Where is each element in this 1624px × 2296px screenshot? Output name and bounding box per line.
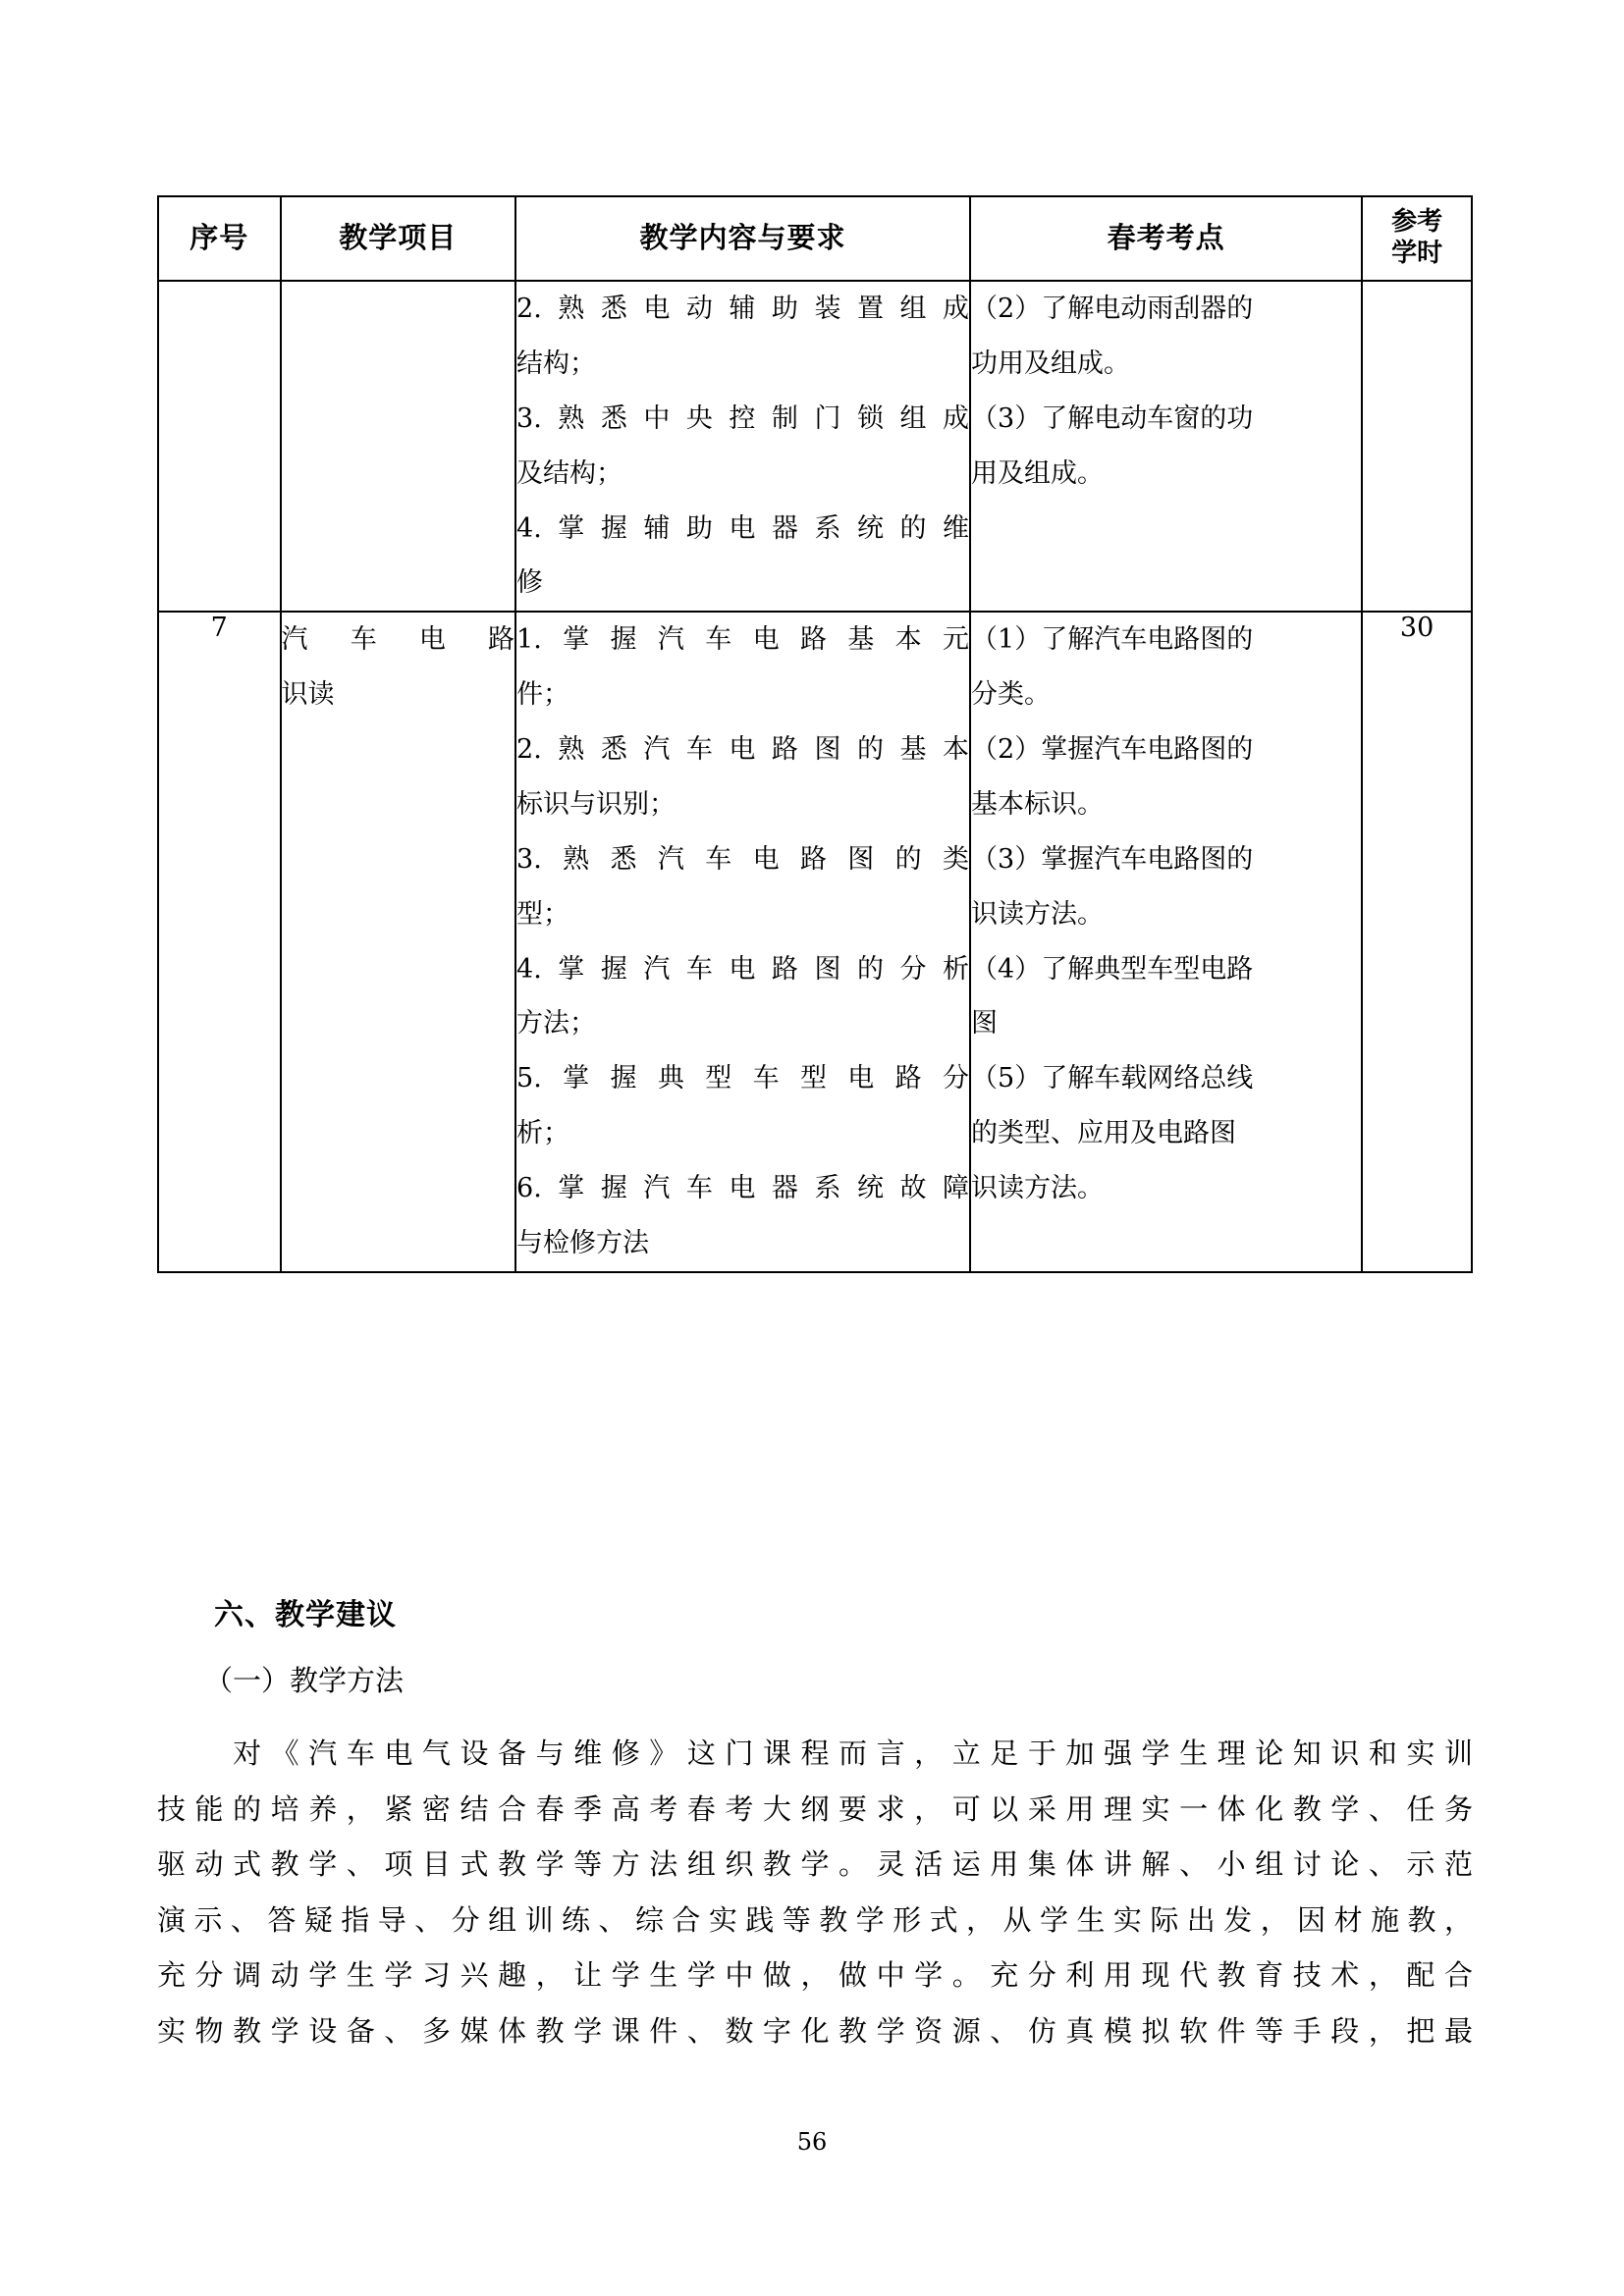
column-header-no: 序号: [158, 196, 281, 281]
page-number: 56: [796, 2128, 828, 2156]
cell-content: 2.熟悉电动辅助装置组成 结构； 3.熟悉中央控制门锁组成 及结构； 4.掌握辅助电器系统的维 修: [515, 281, 970, 612]
column-header-project: 教学项目: [281, 196, 515, 281]
cell-content: 1.掌握汽车电路基本元 件； 2.熟悉汽车电路图的基本 标识与识别； 3.熟悉汽车电路图的类 型； 4.掌握汽车电路图的分析 方法； 5.掌握典型车型电路分 析； 6.掌握汽车电器系统故障 与检修方法: [515, 612, 970, 1272]
teaching-syllabus-table: [157, 195, 1473, 1273]
cell-hours: 30: [1362, 612, 1472, 1272]
cell-no: [158, 281, 281, 612]
cell-hours: [1362, 281, 1472, 612]
column-header-hours: 参考 学时: [1362, 196, 1472, 281]
cell-no: 7: [158, 612, 281, 1272]
cell-exam: （2）了解电动雨刮器的 功用及组成。 （3）了解电动车窗的功 用及组成。: [970, 281, 1362, 612]
table-header-row: [158, 196, 1472, 281]
column-header-content: 教学内容与要求: [515, 196, 970, 281]
cell-project: 汽车电路 识读: [281, 612, 515, 1272]
column-header-exam: 春考考点: [970, 196, 1362, 281]
section-heading: 六、教学建议: [214, 1598, 397, 1632]
sub-heading: （一）教学方法: [204, 1664, 405, 1697]
table-row: [158, 612, 1472, 1272]
cell-project: [281, 281, 515, 612]
table-row: [158, 281, 1472, 612]
teaching-method-paragraph: 对《汽车电气设备与维修》这门课程而言，立足于加强学生理论知识和实训 技能的培养，紧密结合春季高考春考大纲要求，可以采用理实一体化教学、任务 驱动式教学、项目式教学等方法组织教学。灵活运用集体讲解、小组讨论、示范 演示、答疑指导、分组训练、综合实践等教学形式，从学生实际出发，因材施教， 充分调动学生学习兴趣，让学生学中做，做中学。充分利用现代教育技术，配合 实物教学设备、多媒体教学课件、数字化教学资源、仿真模拟软件等手段，把最: [157, 1736, 1473, 2048]
cell-exam: （1）了解汽车电路图的 分类。 （2）掌握汽车电路图的 基本标识。 （3）掌握汽车电路图的 识读方法。 （4）了解典型车型电路 图 （5）了解车载网络总线 的类型、应用及电路图 识读方法。: [970, 612, 1362, 1272]
